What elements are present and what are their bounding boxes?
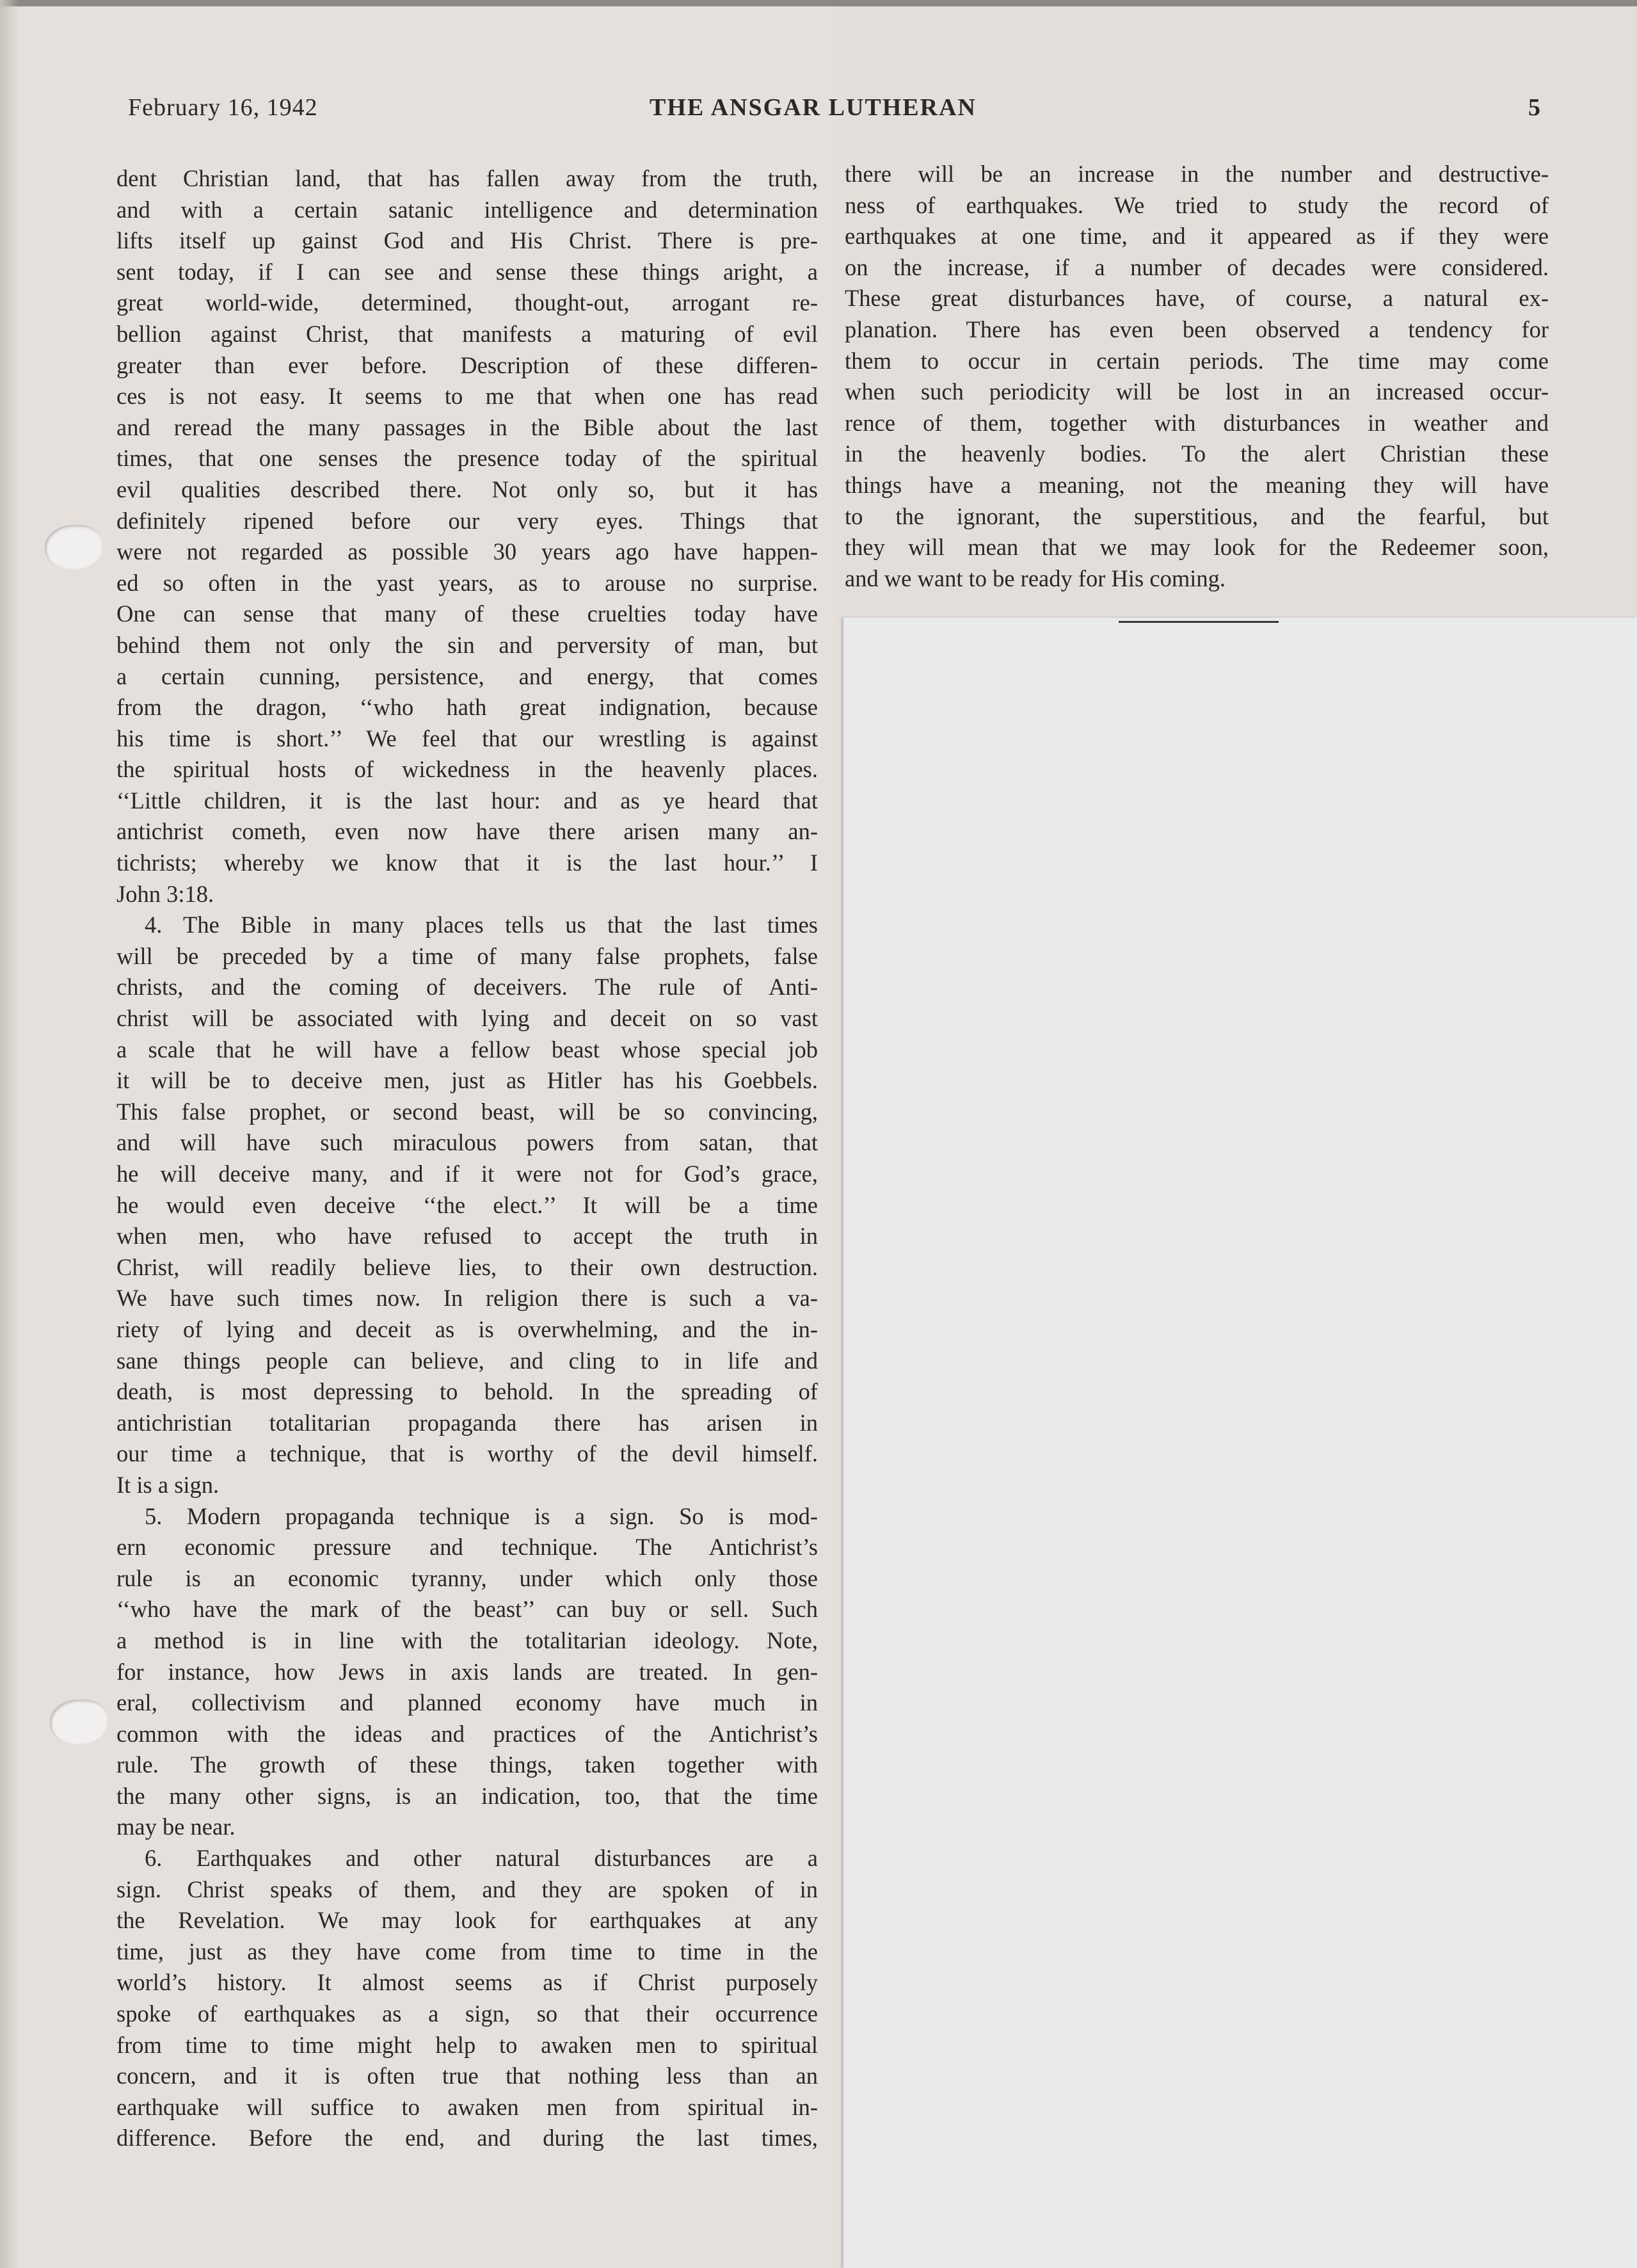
- text-line: time, just as they have come from time to time in the: [116, 1938, 818, 1965]
- text-line: the Revelation. We may look for earthquakes at any: [116, 1907, 818, 1934]
- text-line: rule. The growth of these things, taken together with: [116, 1751, 818, 1778]
- text-line: These great disturbances have, of course, a natural ex-: [845, 285, 1549, 312]
- text-line: ness of earthquakes. We tried to study the record of: [845, 191, 1549, 218]
- text-line: antichristian totalitarian propaganda there has arisen in: [116, 1409, 818, 1436]
- text-line: a method is in line with the totalitarian ideology. Note,: [116, 1627, 818, 1653]
- text-line: and will have such miraculous powers from satan, that: [116, 1129, 818, 1156]
- page-number: 5: [1528, 94, 1541, 121]
- text-line: ces is not easy. It seems to me that when one has read: [116, 383, 818, 410]
- text-line: Christ, will readily believe lies, to their own destruction.: [116, 1253, 818, 1280]
- punch-hole-upper: [45, 525, 102, 570]
- text-line: earthquake will suffice to awaken men from spiritual in-: [116, 2093, 818, 2120]
- page-edge-shadow: [0, 0, 19, 2268]
- text-line: bellion against Christ, that manifests a maturing of evil: [116, 320, 818, 347]
- text-line: behind them not only the sin and perversity of man, but: [116, 631, 818, 658]
- text-line: concern, and it is often true that nothing less than an: [116, 2063, 818, 2089]
- text-line: ‘‘who have the mark of the beast’’ can buy or sell. Such: [116, 1596, 818, 1623]
- text-line: the many other signs, is an indication, too, that the time: [116, 1782, 818, 1809]
- text-line: One can sense that many of these cruelties today have: [116, 600, 818, 627]
- text-line: them to occur in certain periods. The time may come: [845, 347, 1549, 374]
- text-line: rence of them, together with disturbances in weather and: [845, 409, 1549, 436]
- text-line: eral, collectivism and planned economy have much in: [116, 1689, 818, 1716]
- text-line: from time to time might help to awaken men to spiritual: [116, 2031, 818, 2058]
- text-line: may be near.: [116, 1814, 236, 1840]
- text-line: a certain cunning, persistence, and energy, that comes: [116, 663, 818, 689]
- text-line: ern economic pressure and technique. The Antichrist’s: [116, 1534, 818, 1561]
- text-line: he will deceive many, and if it were not for God’s grace,: [116, 1161, 818, 1187]
- text-line: and we want to be ready for His coming.: [845, 565, 1226, 591]
- text-line: sign. Christ speaks of them, and they are spoken of in: [116, 1876, 818, 1902]
- text-line: to the ignorant, the superstitious, and the fearful, but: [845, 503, 1549, 529]
- text-line: in the heavenly bodies. To the alert Christian these: [845, 440, 1549, 467]
- text-line: things have a meaning, not the meaning they will have: [845, 471, 1549, 498]
- text-line: world’s history. It almost seems as if Christ purposely: [116, 1969, 818, 1996]
- text-line: and with a certain satanic intelligence and determination: [116, 196, 818, 223]
- text-line: from the dragon, ‘‘who hath great indignation, because: [116, 694, 818, 721]
- text-line: and reread the many passages in the Bible about the last: [116, 414, 818, 440]
- text-line: ed so often in the yast years, as to arouse no surprise.: [116, 569, 818, 596]
- article-column-right: [845, 159, 1549, 594]
- text-line: 5. Modern propaganda technique is a sign. So is mod-: [145, 1502, 818, 1529]
- text-line: sent today, if I can see and sense these things aright, a: [116, 258, 818, 285]
- text-line: common with the ideas and practices of the Antichrist’s: [116, 1720, 818, 1747]
- text-line: lifts itself up gainst God and His Christ. There is pre-: [116, 227, 818, 254]
- text-line: they will mean that we may look for the Redeemer soon,: [845, 534, 1549, 561]
- publication-title: THE ANSGAR LUTHERAN: [650, 94, 977, 121]
- text-line: It is a sign.: [116, 1471, 220, 1498]
- text-line: earthquakes at one time, and it appeared as if they were: [845, 223, 1549, 250]
- text-line: christs, and the coming of deceivers. The rule of Anti-: [116, 974, 818, 1001]
- text-line: tichrists; whereby we know that it is the last hour.’’ I: [116, 849, 818, 876]
- article-column-left: [116, 163, 818, 2154]
- text-line: great world-wide, determined, thought-out, arrogant re-: [116, 289, 818, 316]
- text-line: evil qualities described there. Not only so, but it has: [116, 476, 818, 503]
- text-line: the spiritual hosts of wickedness in the heavenly places.: [116, 756, 818, 783]
- text-line: riety of lying and deceit as is overwhelming, and the in-: [116, 1315, 818, 1342]
- text-line: rule is an economic tyranny, under which only those: [116, 1564, 818, 1591]
- text-line: dent Christian land, that has fallen away from the truth,: [116, 165, 818, 191]
- punch-hole-lower: [50, 1700, 108, 1744]
- text-line: our time a technique, that is worthy of the devil himself.: [116, 1440, 818, 1467]
- text-line: sane things people can believe, and cling to in life and: [116, 1347, 818, 1374]
- text-line: there will be an increase in the number and destructive-: [845, 161, 1549, 187]
- blank-backing-sheet: [843, 618, 1637, 2268]
- text-line: will be preceded by a time of many false prophets, false: [116, 942, 818, 969]
- text-line: a scale that he will have a fellow beast whose special job: [116, 1036, 818, 1063]
- text-line: it will be to deceive men, just as Hitler has his Goebbels.: [116, 1067, 818, 1094]
- text-line: planation. There has even been observed a tendency for: [845, 316, 1549, 342]
- text-line: antichrist cometh, even now have there arisen many an-: [116, 818, 818, 845]
- text-line: 6. Earthquakes and other natural disturbances are a: [145, 1845, 818, 1872]
- text-line: definitely ripened before our very eyes. Things that: [116, 507, 818, 534]
- text-line: times, that one senses the presence today of the spiritual: [116, 445, 818, 472]
- text-line: christ will be associated with lying and deceit on so vast: [116, 1005, 818, 1032]
- text-line: his time is short.’’ We feel that our wrestling is against: [116, 725, 818, 752]
- text-line: he would even deceive ‘‘the elect.’’ It will be a time: [116, 1191, 818, 1218]
- text-line: ‘‘Little children, it is the last hour: and as ye heard that: [116, 787, 818, 814]
- section-divider-rule: [1119, 621, 1279, 623]
- text-line: This false prophet, or second beast, will be so convincing,: [116, 1098, 818, 1125]
- text-line: John 3:18.: [116, 880, 214, 907]
- text-line: difference. Before the end, and during the last times,: [116, 2125, 818, 2151]
- text-line: on the increase, if a number of decades were considered.: [845, 253, 1549, 280]
- text-line: We have such times now. In religion there is such a va-: [116, 1285, 818, 1312]
- text-line: spoke of earthquakes as a sign, so that their occurrence: [116, 2000, 818, 2027]
- text-line: when such periodicity will be lost in an increased occur-: [845, 378, 1549, 405]
- issue-date: February 16, 1942: [128, 94, 318, 121]
- text-line: greater than ever before. Description of these differen-: [116, 351, 818, 378]
- text-line: were not regarded as possible 30 years ago have happen-: [116, 538, 818, 565]
- text-line: death, is most depressing to behold. In the spreading of: [116, 1378, 818, 1405]
- text-line: when men, who have refused to accept the truth in: [116, 1223, 818, 1250]
- text-line: 4. The Bible in many places tells us that the last times: [145, 912, 818, 938]
- text-line: for instance, how Jews in axis lands are treated. In gen-: [116, 1658, 818, 1685]
